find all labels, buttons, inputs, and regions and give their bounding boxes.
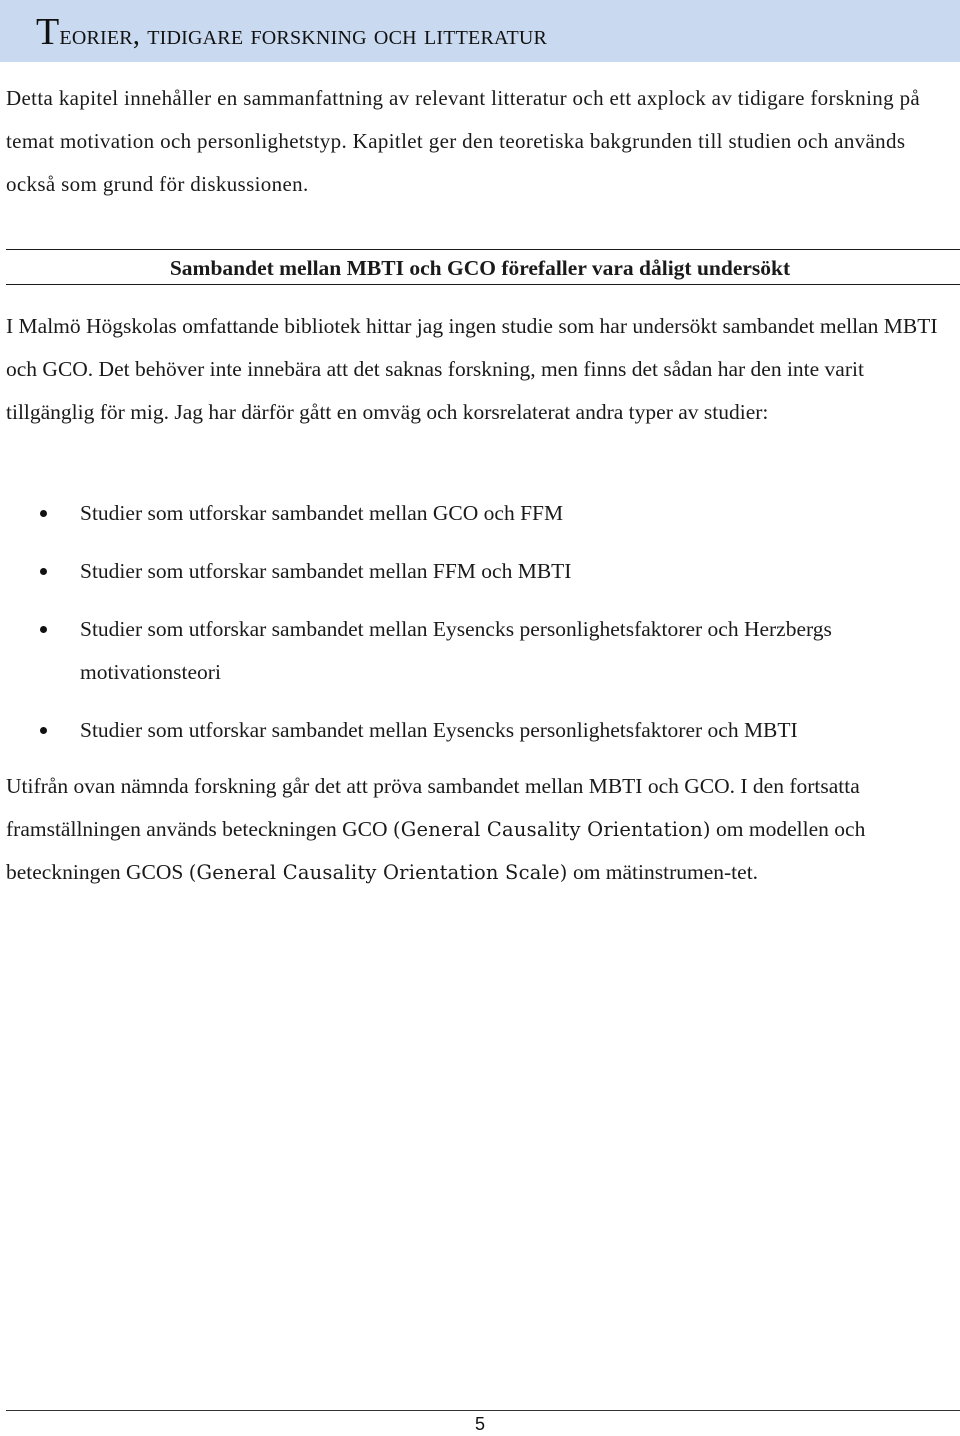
bullet-icon	[40, 568, 47, 575]
closing-paragraph	[6, 765, 951, 894]
bullet-icon	[40, 727, 47, 734]
list-item	[0, 709, 960, 752]
page-number: 5	[474, 1414, 485, 1434]
chapter-banner	[0, 0, 960, 62]
study-bullet-list	[0, 492, 960, 767]
list-item-text: Studier som utforskar sambandet mellan Eysencks personlighetsfaktorer och Herzbergs motivationsteori	[80, 617, 832, 684]
list-item	[0, 492, 960, 535]
section-heading-rule-bottom	[6, 284, 960, 285]
closing-text-part3: om mätinstrumen-tet.	[567, 860, 759, 884]
section-heading: Sambandet mellan MBTI och GCO förefaller vara dåligt undersökt	[169, 256, 791, 280]
footer-rule	[6, 1410, 960, 1411]
closing-text-part1: Utifrån ovan nämnda forskning går det att pröva sambandet mellan MBTI och GCO. I den fortsatta framställningen används beteckningen GCO	[6, 774, 860, 841]
closing-text-part2: om modellen och beteckningen GCOS	[6, 817, 866, 884]
bullet-icon	[40, 510, 47, 517]
intro-paragraph: Detta kapitel innehåller en sammanfattning av relevant litteratur och ett axplock av tidigare forskning på temat motivation och personlighetstyp. Kapitlet ger den teoretiska bakgrunden till studien och används också som grund för diskussionen.	[6, 86, 921, 196]
list-item	[0, 550, 960, 593]
section-paragraph: I Malmö Högskolas omfattande bibliotek hittar jag ingen studie som har undersökt sambandet mellan MBTI och GCO. Det behöver inte innebära att det saknas forskning, men finns det sådan har den inte varit tillgänglig för mig. Jag har därför gått en omväg och korsrelaterat andra typer av studier:	[6, 314, 938, 424]
bullet-icon	[40, 626, 47, 633]
list-item-text: Studier som utforskar sambandet mellan FFM och MBTI	[80, 559, 572, 583]
chapter-title-initial: T	[36, 11, 60, 53]
list-item-text: Studier som utforskar sambandet mellan GCO och FFM	[80, 501, 564, 525]
list-item-text: Studier som utforskar sambandet mellan Eysencks personlighetsfaktorer och MBTI	[80, 718, 798, 742]
list-item	[0, 608, 960, 694]
chapter-title-rest: eorier, tidigare forskning och litteratur	[59, 20, 548, 51]
gcos-term-definition: (General Causality Orientation Scale)	[188, 861, 568, 884]
chapter-title	[36, 10, 547, 54]
gco-term-definition: (General Causality Orientation)	[392, 818, 711, 841]
section-heading-rule-top	[6, 249, 960, 250]
